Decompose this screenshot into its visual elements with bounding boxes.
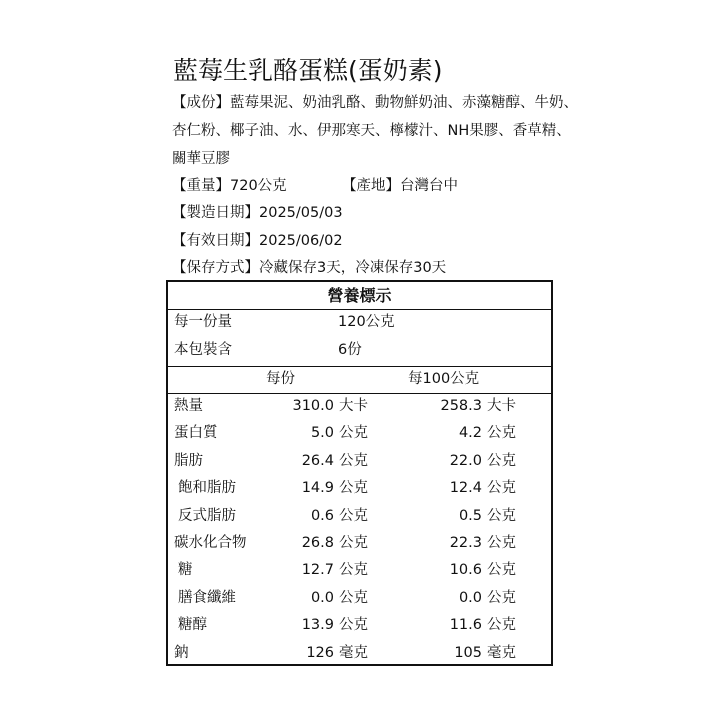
nutrient-name: 蛋白質 — [174, 425, 218, 442]
nutrient-name: 熱量 — [174, 398, 203, 414]
storage-row — [172, 258, 446, 278]
nutrient-name: 碳水化合物 — [174, 535, 247, 551]
per-100g-value: 11.6 — [449, 617, 482, 634]
nutrition-facts-table — [166, 280, 553, 666]
per-serving-unit: 公克 — [339, 617, 368, 634]
per-100g-unit: 公克 — [487, 507, 516, 524]
ingredients-line-1 — [172, 93, 578, 113]
product-title: 藍莓生乳酪蛋糕(蛋奶素) — [173, 56, 443, 85]
per-100g-value: 10.6 — [449, 562, 482, 579]
per-serving-value: 310.0 — [292, 398, 334, 414]
weight-origin-row — [172, 176, 552, 196]
divider — [168, 309, 551, 310]
servings-per-package-label: 本包裝含 — [174, 342, 232, 358]
divider — [168, 393, 551, 394]
per-100g-column-header: 每100公克 — [408, 371, 480, 387]
per-100g-value: 258.3 — [440, 398, 482, 414]
per-serving-unit: 公克 — [339, 425, 368, 442]
per-serving-unit: 公克 — [339, 507, 368, 524]
per-serving-value: 0.6 — [310, 507, 334, 524]
per-100g-unit: 公克 — [487, 535, 516, 551]
per-100g-unit: 公克 — [487, 452, 516, 469]
per-100g-unit: 公克 — [487, 425, 516, 442]
per-serving-value: 0.0 — [310, 589, 334, 606]
per-serving-unit: 公克 — [339, 535, 368, 551]
manufacture-date-row — [172, 203, 343, 223]
ingredients-line-2 — [172, 121, 571, 141]
per-serving-value: 26.4 — [301, 452, 334, 469]
per-serving-value: 12.7 — [301, 562, 334, 579]
per-100g-value: 22.0 — [449, 452, 482, 469]
per-100g-value: 105 — [454, 644, 482, 661]
origin-value: 台灣台中 — [400, 178, 458, 194]
ingredients-text-3: 關華豆膠 — [172, 151, 230, 167]
per-100g-value: 0.5 — [458, 507, 482, 524]
servings-per-package-value: 6份 — [338, 342, 362, 358]
per-serving-unit: 公克 — [339, 589, 368, 606]
per-100g-unit: 公克 — [487, 589, 516, 606]
per-100g-value: 12.4 — [449, 480, 482, 497]
nutrient-name: 糖醇 — [178, 617, 207, 634]
per-100g-unit: 公克 — [487, 617, 516, 634]
nutrition-heading: 營養標示 — [327, 286, 392, 305]
expiry-date-label: 【有效日期】 — [172, 233, 259, 249]
origin-group — [342, 176, 458, 196]
nutrient-name: 糖 — [178, 562, 193, 579]
per-100g-unit: 大卡 — [487, 398, 516, 414]
per-serving-unit: 公克 — [339, 452, 368, 469]
per-serving-column-header: 每份 — [266, 371, 295, 387]
manufacture-date-label: 【製造日期】 — [172, 205, 259, 221]
per-100g-value: 0.0 — [458, 589, 482, 606]
weight-label: 【重量】 — [172, 178, 230, 194]
per-100g-value: 4.2 — [458, 425, 482, 442]
ingredients-text-1: 藍莓果泥、奶油乳酪、動物鮮奶油、赤藻糖醇、牛奶、 — [230, 95, 578, 111]
per-serving-value: 5.0 — [310, 425, 334, 442]
per-serving-value: 126 — [306, 644, 334, 661]
nutrient-name: 脂肪 — [174, 452, 203, 469]
per-serving-unit: 大卡 — [339, 398, 368, 414]
manufacture-date-value: 2025/05/03 — [259, 205, 343, 221]
storage-value: 冷藏保存3天，冷凍保存30天 — [259, 260, 447, 276]
ingredients-label: 【成份】 — [172, 95, 230, 111]
serving-size-label: 每一份量 — [174, 314, 232, 330]
serving-size-value: 120公克 — [338, 314, 395, 330]
nutrient-name: 反式脂肪 — [178, 507, 236, 524]
per-100g-unit: 毫克 — [487, 644, 516, 661]
ingredients-text-2: 杏仁粉、椰子油、水、伊那寒天、檸檬汁、NH果膠、香草精、 — [172, 123, 571, 139]
per-100g-unit: 公克 — [487, 480, 516, 497]
per-serving-unit: 公克 — [339, 562, 368, 579]
per-100g-value: 22.3 — [449, 535, 482, 551]
nutrient-name: 飽和脂肪 — [178, 480, 236, 497]
per-serving-value: 26.8 — [301, 535, 334, 551]
expiry-date-value: 2025/06/02 — [259, 233, 343, 249]
ingredients-line-3 — [172, 149, 230, 169]
expiry-date-row — [172, 231, 343, 251]
storage-label: 【保存方式】 — [172, 260, 259, 276]
per-serving-value: 13.9 — [301, 617, 334, 634]
weight-value: 720公克 — [230, 178, 287, 194]
per-serving-unit: 公克 — [339, 480, 368, 497]
per-serving-value: 14.9 — [301, 480, 334, 497]
per-serving-unit: 毫克 — [339, 644, 368, 661]
nutrient-name: 膳食纖維 — [178, 589, 236, 606]
per-100g-unit: 公克 — [487, 562, 516, 579]
divider — [168, 366, 551, 367]
origin-label: 【產地】 — [342, 178, 400, 194]
nutrient-name: 鈉 — [174, 644, 189, 661]
